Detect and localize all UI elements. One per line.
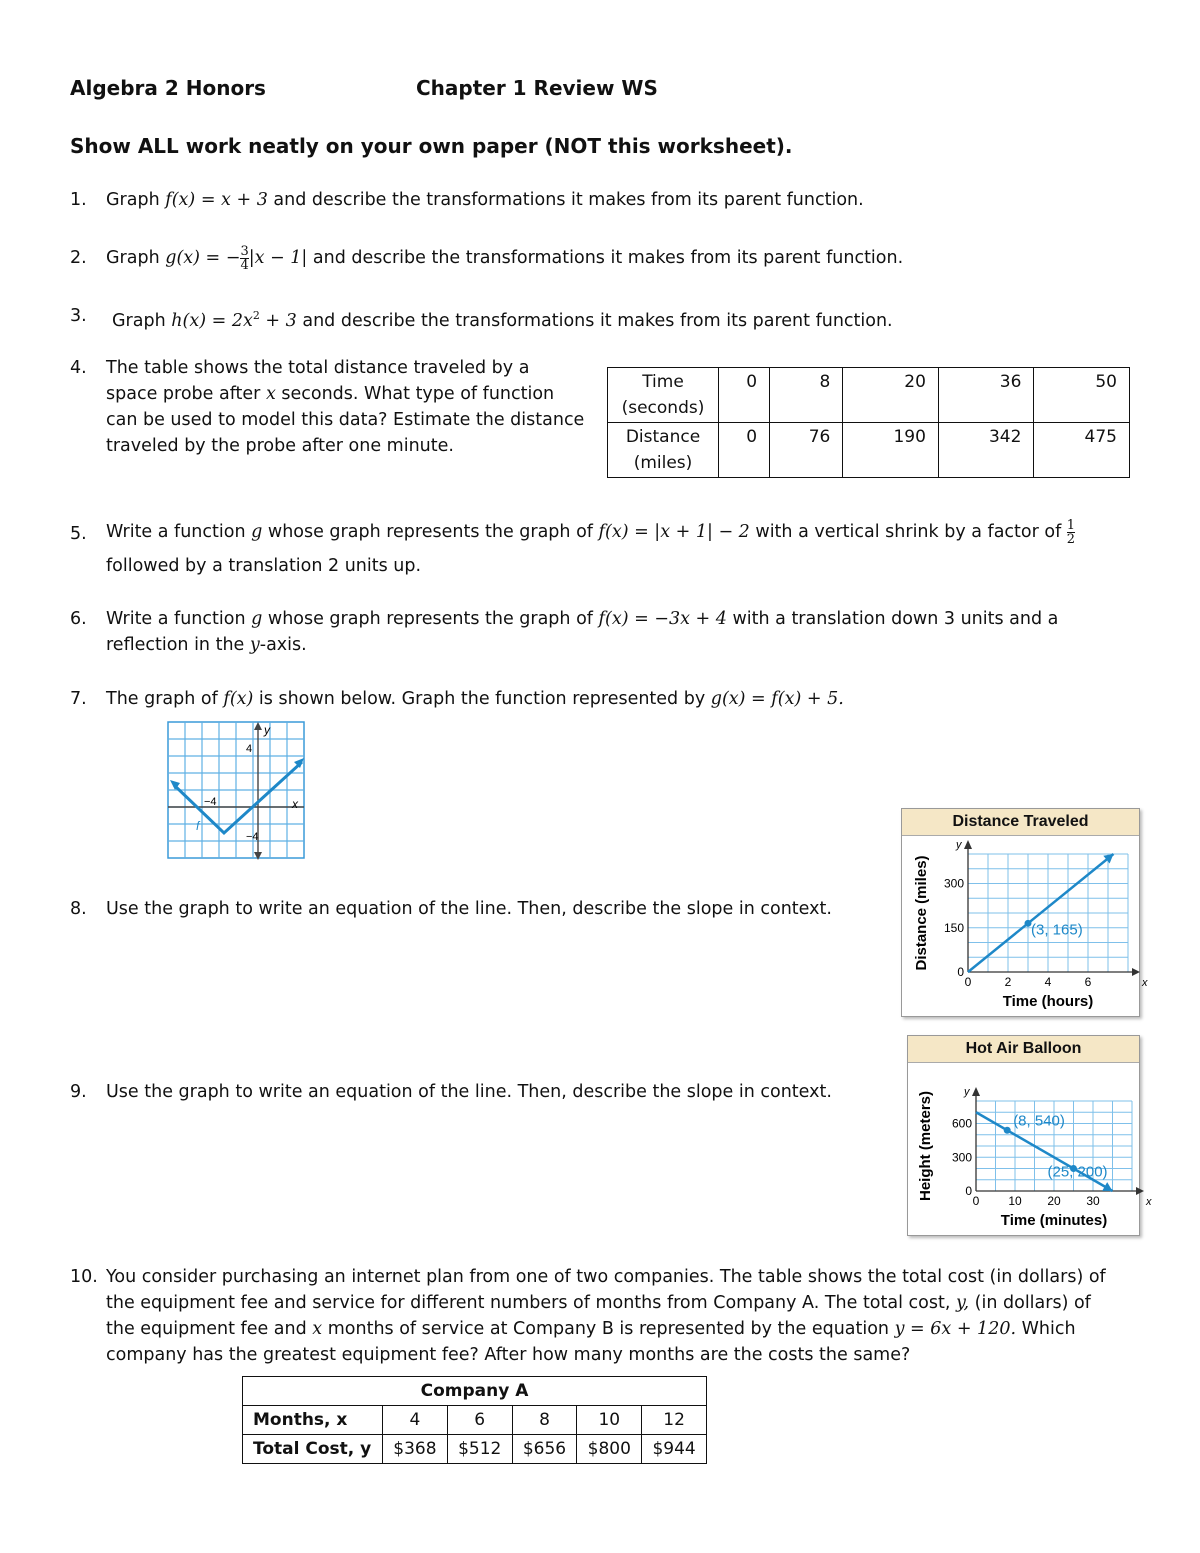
instructions: Show ALL work neatly on your own paper (NOT this worksheet). [70,134,793,158]
table-cell: 4 [383,1406,448,1435]
question-6-number: 6. [70,609,87,629]
question-4: The table shows the total distance traveled by a space probe after x seconds. What type of function can be used to model this data? Estimate the distance traveled by the probe after one minute. [106,358,585,456]
table-cell: 8 [770,368,843,423]
y-tick-label: 300 [951,1150,972,1165]
chart-title: Distance Traveled [902,809,1139,836]
question-6: Write a function g whose graph represents the graph of f(x) = −3x + 4 with a translation down 3 units and a [106,609,1059,629]
y-tick-label: 0 [965,1184,972,1198]
company-a-table [242,1376,707,1464]
worksheet-title: Chapter 1 Review WS [416,76,658,100]
y-axis-letter: y [956,839,962,851]
question-2-number: 2. [70,248,87,268]
question-8-number: 8. [70,899,87,919]
table-row-label: Distance (miles) [608,423,719,478]
question-7-number: 7. [70,689,87,709]
question-3: Graph $h(x) = 2x^2 + 3$ and describe the transformations it makes from its parent function. [112,309,893,331]
table-row-label: Months, x [243,1406,383,1435]
question-9: Use the graph to write an equation of the line. Then, describe the slope in context. [106,1082,832,1102]
x-tick-label: 0 [964,975,972,989]
table-cell: 10 [577,1406,642,1435]
table-cell: 36 [938,368,1034,423]
question-10-line-3: the equipment fee and x months of service at Company B is represented by the equation y = 6x + 120. Which [106,1319,1076,1339]
table-cell: $368 [383,1435,448,1464]
question-10-line-1: You consider purchasing an internet plan from one of two companies. The table shows the total cost (in dollars) of [106,1267,1106,1287]
hot-air-balloon-chart [907,1035,1152,1236]
data-label: (25, 200) [1047,1163,1108,1181]
data-point [1004,1127,1011,1134]
question-10-line-2: the equipment fee and service for different numbers of months from Company A. The total cost, y, (in dollars) of [106,1293,1091,1313]
question-5: Write a function g whose graph represents the graph of f(x) = |x + 1| − 2 with a vertical shrink by a factor of $\frac{1}{2}$ [106,517,1076,547]
question-1: Graph f(x) = x + 3 and describe the transformations it makes from its parent function. [106,190,864,210]
x-axis-letter: x [1142,977,1148,989]
y-axis-arrow [964,840,972,849]
question-5-number: 5. [70,524,87,544]
x-axis-letter: x [1146,1196,1152,1208]
y-tick-label: 4 [246,743,253,755]
x-axis-arrow [1132,968,1140,976]
table-cell: 342 [938,423,1034,478]
x-tick-label: −4 [204,796,217,808]
data-label: (3, 165) [1031,921,1083,939]
question-4-number: 4. [70,358,87,378]
distance-traveled-chart [901,808,1148,1017]
y-tick-label: 150 [943,920,964,935]
question-10-number: 10. [70,1267,98,1287]
table-cell: $656 [512,1435,577,1464]
chart-svg [902,836,1148,1016]
table-cell: $512 [447,1435,512,1464]
question-10-line-4: company has the greatest equipment fee? After how many months are the costs the same? [106,1345,911,1365]
question-3-number: 3. [70,306,87,326]
x-axis-label: x [292,797,298,811]
x-axis-title: Time (hours) [1002,993,1094,1010]
table-cell: 12 [642,1406,707,1435]
y-tick-label: 0 [957,965,964,979]
x-tick-label: 10 [1008,1194,1022,1208]
chart-svg [908,1063,1152,1235]
table-cell: 0 [719,423,770,478]
y-tick-label: 600 [951,1116,972,1131]
table-row-label: Time (seconds) [608,368,719,423]
q7-absolute-value-graph [166,720,306,862]
x-tick-label: 6 [1084,975,1092,989]
y-axis-title: Height (meters) [917,1090,934,1202]
table-row-label: Total Cost, y [243,1435,383,1464]
y-tick-label: 300 [943,876,964,891]
table-cell: 475 [1034,423,1130,478]
y-tick-label-negative: −4 [246,831,259,843]
table-title: Company A [243,1377,707,1406]
table-cell: 6 [447,1406,512,1435]
question-8: Use the graph to write an equation of the line. Then, describe the slope in context. [106,899,832,919]
y-axis-title: Distance (miles) [913,855,930,971]
x-tick-label: 2 [1004,975,1012,989]
table-cell: 0 [719,368,770,423]
question-5-line-2: followed by a translation 2 units up. [106,556,422,576]
table-cell: $800 [577,1435,642,1464]
question-9-number: 9. [70,1082,87,1102]
table-cell: 190 [843,423,939,478]
y-axis-label: y [264,723,270,737]
question-6-line-2: reflection in the y-axis. [106,635,307,655]
x-tick-label: 0 [972,1194,980,1208]
question-2: Graph g(x) = − $\frac{3}{4}$ |x − 1| and describe the transformations it makes from its parent function. [106,243,904,273]
table-cell: 8 [512,1406,577,1435]
x-tick-label: 30 [1086,1194,1100,1208]
data-label: (8, 540) [1013,1112,1065,1130]
function-label: f [196,819,200,833]
x-tick-label: 20 [1047,1194,1061,1208]
table-cell: 76 [770,423,843,478]
x-tick-label: 4 [1044,975,1052,989]
y-axis-arrow [972,1087,980,1096]
x-axis-arrow [1136,1187,1144,1195]
question-1-number: 1. [70,190,87,210]
table-cell: 20 [843,368,939,423]
question-7: The graph of f(x) is shown below. Graph the function represented by g(x) = f(x) + 5. [106,689,844,709]
y-axis-letter: y [964,1086,970,1098]
table-cell: 50 [1034,368,1130,423]
course-name: Algebra 2 Honors [70,76,266,100]
table-cell: $944 [642,1435,707,1464]
x-axis-title: Time (minutes) [1000,1212,1108,1229]
q4-data-table [607,367,1130,478]
chart-title: Hot Air Balloon [908,1036,1139,1063]
